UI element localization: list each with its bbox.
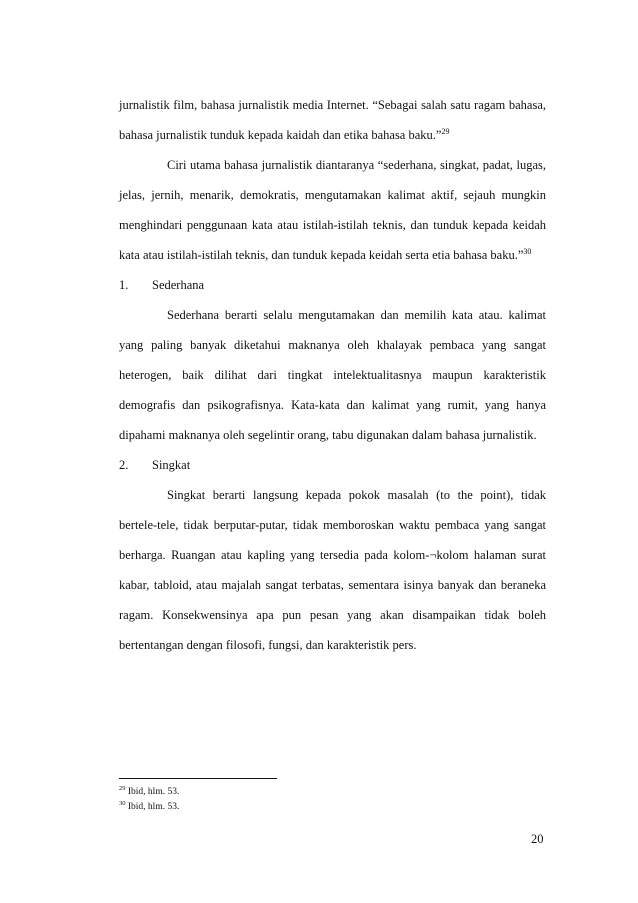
section-number: 2. [119,458,129,472]
paragraph-1 [119,90,546,150]
paragraph-1-text: jurnalistik film, bahasa jurnalistik media Internet. “Sebagai salah satu ragam bahasa, bahasa jurnalistik tunduk kepada kaidah dan etika bahasa baku.” [119,98,546,142]
section-heading-sederhana [119,270,546,300]
section-heading-singkat [119,450,546,480]
section-title: Sederhana [152,278,205,292]
section-body-sederhana: Sederhana berarti selalu mengutamakan dan memilih kata atau. kalimat yang paling banyak diketahui maknanya oleh khalayak pembaca yang sangat heterogen, baik dilihat dari tingkat intelektualitasnya maupun karakteristik demografis dan psikografisnya. Kata-kata dan kalimat yang rumit, yang hanya dipahami maknanya oleh segelintir orang, tabu digunakan dalam bahasa jurnalistik. [119,308,546,442]
section-title: Singkat [152,458,191,472]
footnote-item [119,800,546,815]
section-number: 1. [119,278,129,292]
footnotes [119,785,546,815]
footnote-ref-30: 30 [523,246,532,256]
page-number: 20 [531,832,544,846]
footnote-text: Ibid, hlm. 53. [127,802,180,812]
footnote-marker: 30 [119,799,126,807]
footnote-divider [119,778,277,779]
footnote-marker: 29 [119,784,126,792]
body-text [119,90,546,660]
footnote-ref-29: 29 [441,126,450,136]
paragraph-2 [119,150,546,270]
footnote-text: Ibid, hlm. 53. [127,787,180,797]
footnote-item [119,785,546,800]
section-body-singkat: Singkat berarti langsung kepada pokok masalah (to the point), tidak bertele-tele, tidak berputar-putar, tidak memboroskan waktu pembaca yang sangat berharga. Ruangan atau kapling yang tersedia pada kolom-¬kolom halaman surat kabar, tabloid, atau majalah sangat terbatas, sementara isinya banyak dan beraneka ragam. Konsekwensinya apa pun pesan yang akan disampaikan tidak boleh bertentangan dengan filosofi, fungsi, dan karakteristik pers. [119,488,546,652]
paragraph-2-text: Ciri utama bahasa jurnalistik diantaranya “sederhana, singkat, padat, lugas, jelas, jernih, menarik, demokratis, mengutamakan kalimat aktif, sejauh mungkin menghindari penggunaan kata atau istilah-istilah teknis, dan tunduk kepada keidah kata atau istilah-istilah teknis, dan tunduk kepada keidah serta etia bahasa baku.” [119,158,546,262]
